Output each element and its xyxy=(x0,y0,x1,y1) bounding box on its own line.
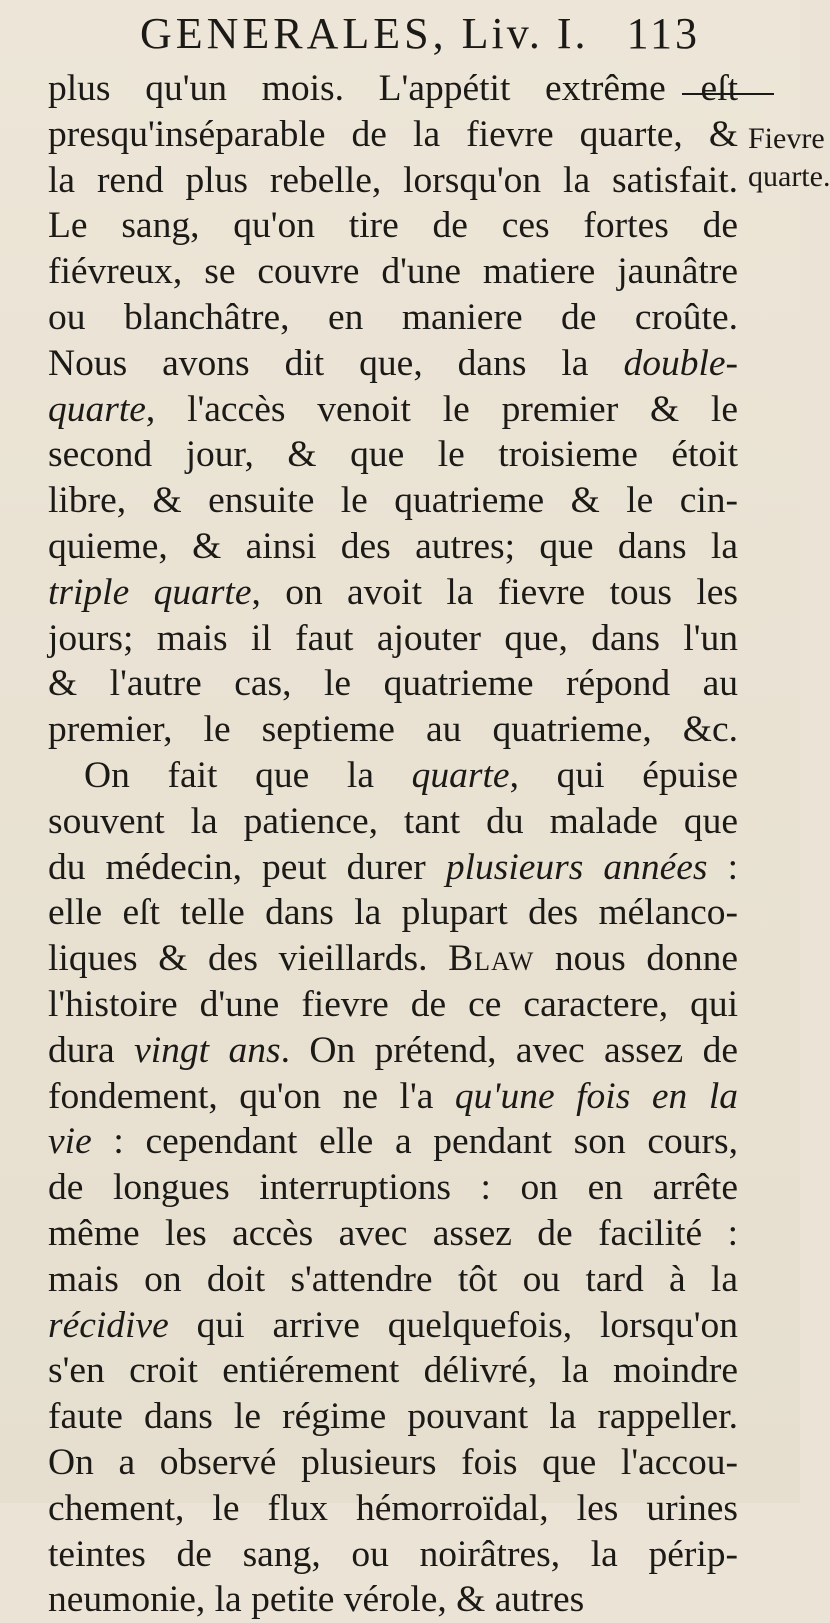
text-line-15: premier, le septieme au quatrieme, &c. xyxy=(48,709,738,751)
text-line-34: neumonie, la petite vérole, & autres xyxy=(48,1579,585,1621)
text-line-9: second jour, & que le troisieme étoit xyxy=(48,434,738,476)
body-text xyxy=(48,66,738,1623)
text-line-26: même les accès avec assez de facilité : xyxy=(48,1212,738,1254)
italic-double: double- xyxy=(623,342,738,384)
text-line-12: triple quarte, on avoit la fievre tous les xyxy=(48,571,738,613)
text-line-11: quieme, & ainsi des autres; que dans la xyxy=(48,525,738,567)
text-line-8: quarte, l'accès venoit le premier & le xyxy=(48,388,738,430)
text-line-23: fondement, qu'on ne l'a qu'une fois en la xyxy=(48,1075,738,1117)
text-line-28: récidive qui arrive quelquefois, lorsqu'on xyxy=(48,1304,738,1346)
text-line-24: vie : cependant elle a pendant son cours, xyxy=(48,1121,738,1163)
text-line-21: l'histoire d'une fievre de ce caractere, qui xyxy=(48,983,738,1025)
text-line-31: On a observé plusieurs fois que l'accou- xyxy=(48,1441,738,1483)
text-line-5: fiévreux, se couvre d'une matiere jaunâtre xyxy=(48,251,738,293)
text-line-7-roman: Nous avons dit que, dans la xyxy=(48,342,624,384)
text-line-6: ou blanchâtre, en maniere de croûte. xyxy=(48,296,738,338)
italic-quarte-line-16: quarte xyxy=(411,754,510,796)
italic-plusieurs-annees: plusieurs années xyxy=(445,846,708,888)
text-line-16: On fait que la quarte, qui épuise xyxy=(84,754,738,796)
text-line-17: souvent la patience, tant du malade que xyxy=(48,800,738,842)
text-line-33: teintes de sang, ou noirâtres, la périp- xyxy=(48,1533,738,1575)
italic-une-fois: qu'une fois en la xyxy=(454,1075,738,1117)
text-line-10: libre, & ensuite le quatrieme & le cin- xyxy=(48,480,738,522)
margin-note xyxy=(748,120,830,196)
text-line-13: jours; mais il faut ajouter que, dans l'un xyxy=(48,617,738,659)
author-name-blaw: Blaw xyxy=(448,938,535,980)
text-line-22: dura vingt ans. On prétend, avec assez de xyxy=(48,1029,738,1071)
margin-note-line-2: quarte. xyxy=(748,160,830,193)
text-line-25: de longues interruptions : on en arrête xyxy=(48,1167,738,1209)
text-line-27: mais on doit s'attendre tôt ou tard à la xyxy=(48,1258,738,1300)
text-line-2: presqu'inséparable de la fievre quarte, & xyxy=(48,113,738,155)
italic-triple-quarte: triple quarte xyxy=(48,571,252,613)
italic-vingt-ans: vingt ans xyxy=(134,1029,281,1071)
text-line-32: chement, le flux hémorroïdal, les urines xyxy=(48,1487,738,1529)
text-line-1: plus qu'un mois. L'appétit extrême eſt xyxy=(48,68,738,109)
text-line-19: elle eſt telle dans la plupart des mélanco- xyxy=(48,892,738,934)
text-line-3: la rend plus rebelle, lorsqu'on la satisfait. xyxy=(48,159,738,201)
italic-vie: vie xyxy=(48,1121,92,1163)
page-number: 113 xyxy=(626,9,700,58)
text-line-30: faute dans le régime pouvant la rappeller. xyxy=(48,1396,738,1438)
running-title: GENERALES, xyxy=(140,9,448,58)
italic-recidive: récidive xyxy=(48,1304,169,1346)
italic-quarte-line-8: quarte xyxy=(48,388,146,430)
text-line-4: Le sang, qu'on tire de ces fortes de xyxy=(48,205,738,247)
book-number: Liv. I. xyxy=(461,9,589,58)
text-line-18: du médecin, peut durer plusieurs années : xyxy=(48,846,738,888)
text-line-7 xyxy=(48,341,738,387)
text-line-20: liques & des vieillards. Blaw nous donne xyxy=(48,938,738,980)
text-line-29: s'en croit entiérement délivré, la moindre xyxy=(48,1350,738,1392)
margin-note-line-1: Fievre xyxy=(748,122,825,155)
text-line-14: & l'autre cas, le quatrieme répond au xyxy=(48,663,738,705)
running-head xyxy=(140,4,700,64)
